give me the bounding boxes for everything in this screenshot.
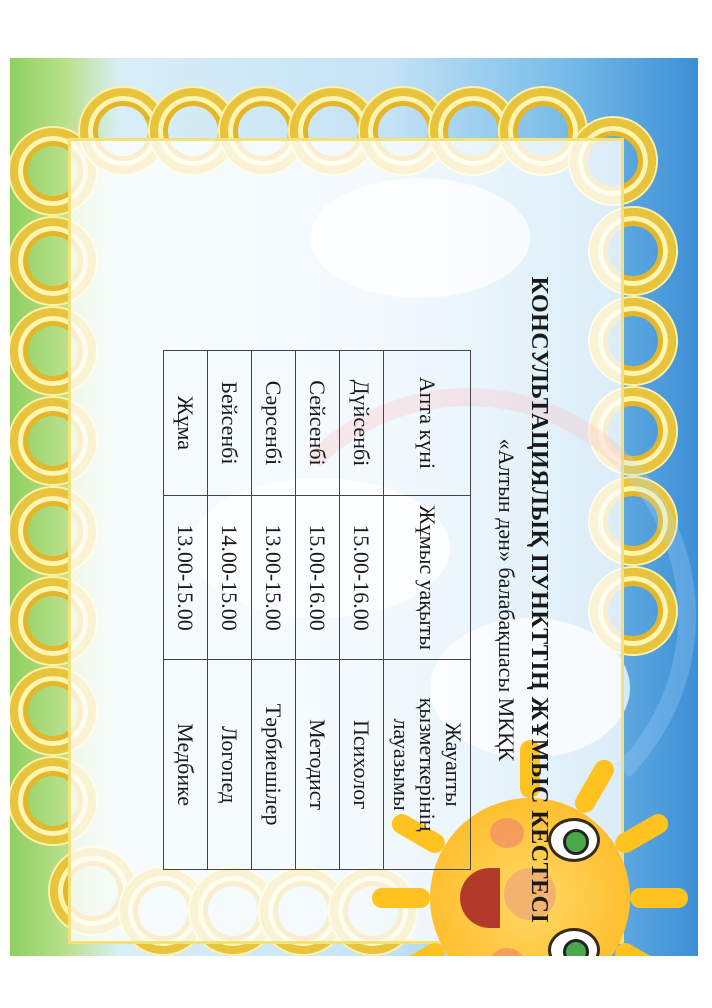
cell-day: Сәрсенбі bbox=[252, 351, 296, 496]
table-header-row bbox=[384, 351, 471, 870]
column-header-position: Жауапты қызметкерінің лауазымы bbox=[384, 660, 471, 870]
organization-name: «Алтын дән» балабақшасы МКҚК bbox=[494, 438, 519, 762]
cell-day: Бейсенбі bbox=[208, 351, 252, 496]
cell-day: Жұма bbox=[164, 351, 208, 496]
rotated-content bbox=[0, 220, 558, 980]
table-row bbox=[164, 351, 208, 870]
column-header-time: Жұмыс уақыты bbox=[384, 495, 471, 659]
cell-time: 13.00-15.00 bbox=[252, 495, 296, 659]
sun-pupil bbox=[563, 939, 589, 956]
cell-position: Логопед bbox=[208, 660, 252, 870]
cell-position: Тәрбиешілер bbox=[252, 660, 296, 870]
table-row bbox=[208, 351, 252, 870]
cell-day: Дүйсенбі bbox=[340, 351, 384, 496]
cell-day: Сейсенбі bbox=[296, 351, 340, 496]
sun-pupil bbox=[563, 829, 589, 855]
column-header-day: Апта күні bbox=[384, 351, 471, 496]
table-row bbox=[296, 351, 340, 870]
cell-time: 13.00-15.00 bbox=[164, 495, 208, 659]
page-title: КОНСУЛЬТАЦИЯЛЫҚ ПУНКТТІҢ ЖҰМЫС КЕСТЕСІ bbox=[526, 276, 552, 924]
table-row bbox=[340, 351, 384, 870]
cell-position: Медбике bbox=[164, 660, 208, 870]
cell-time: 14.00-15.00 bbox=[208, 495, 252, 659]
cell-time: 15.00-16.00 bbox=[296, 495, 340, 659]
schedule-table bbox=[163, 350, 471, 870]
cell-position: Методист bbox=[296, 660, 340, 870]
document-header bbox=[493, 220, 552, 980]
cell-time: 15.00-16.00 bbox=[340, 495, 384, 659]
sun-ray bbox=[630, 888, 688, 908]
cell-position: Психолог bbox=[340, 660, 384, 870]
table-row bbox=[252, 351, 296, 870]
